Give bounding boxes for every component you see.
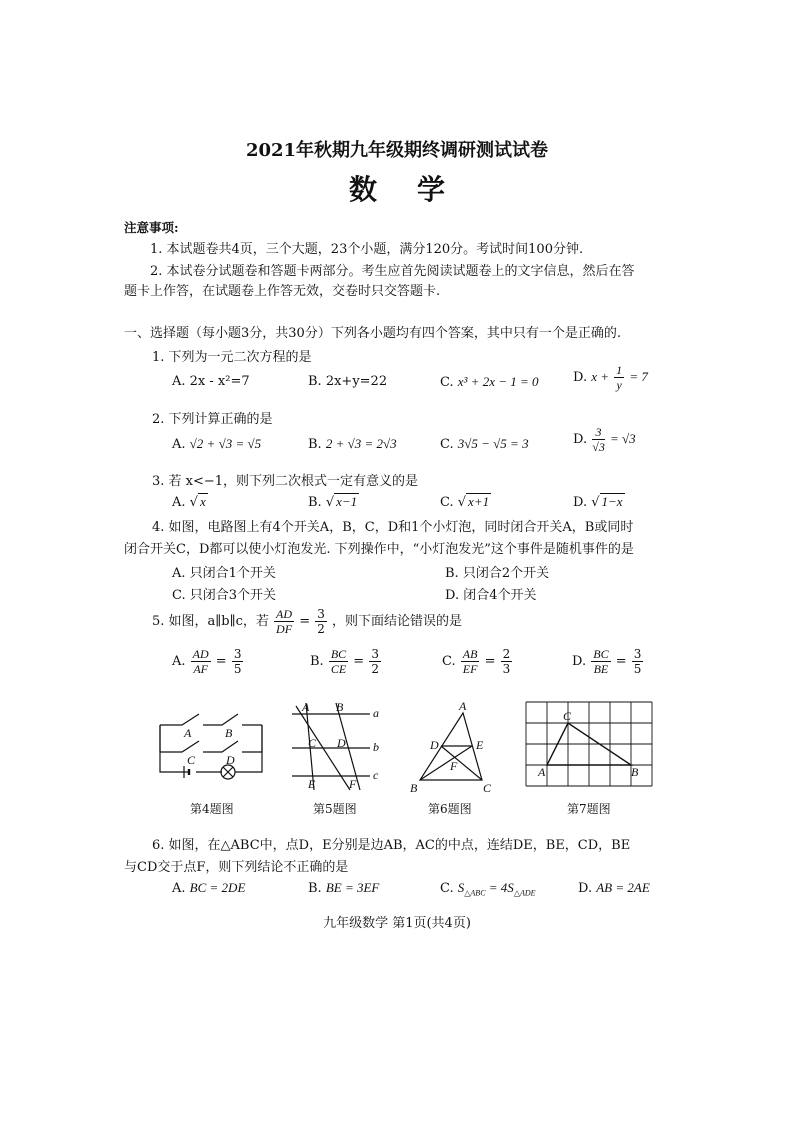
figure-6-triangle bbox=[410, 699, 492, 795]
q4-option-b: B. 只闭合2个开关 bbox=[445, 566, 550, 581]
q2-option-b-label: B. bbox=[308, 437, 322, 452]
q3-option-a: A. √ x bbox=[172, 494, 206, 510]
q3-option-d: D. √ 1−x bbox=[573, 494, 623, 510]
q5-option-b-num: BC bbox=[330, 647, 347, 661]
q3-option-d-label: D. bbox=[573, 495, 588, 510]
q1-option-d-post: = 7 bbox=[629, 369, 648, 384]
q5-option-d: D. $\frac{BC}{BE}$ = $\frac{3}{5}$ bbox=[572, 647, 642, 676]
q3-option-a-math: x bbox=[199, 494, 206, 509]
fig4-label-a: A bbox=[184, 726, 192, 740]
q6-option-b-label: B. bbox=[308, 881, 322, 896]
q5-option-d-den: BE bbox=[593, 662, 609, 676]
q5-option-c-vnum: 2 bbox=[502, 647, 511, 661]
q5-option-b-den: CE bbox=[330, 662, 347, 676]
q4-stem-line2: 闭合开关C，D都可以使小灯泡发光. 下列操作中，“小灯泡发光”这个事件是随机事件的是 bbox=[124, 542, 634, 557]
q3-option-a-label: A. bbox=[172, 495, 186, 510]
q2-option-d-post: = √3 bbox=[609, 431, 636, 446]
q5-option-c-vden: 3 bbox=[502, 662, 511, 676]
q6-option-d-label: D. bbox=[578, 881, 593, 896]
q1-option-c-math: x³ + 2x − 1 = 0 bbox=[457, 374, 539, 389]
fig5-label-line-a: a bbox=[373, 706, 379, 720]
q5-stem-den: DF bbox=[276, 622, 293, 636]
q4-option-a: A. 只闭合1个开关 bbox=[172, 566, 276, 581]
q2-option-d-num: 3 bbox=[592, 426, 605, 440]
q2-option-d-den: √3 bbox=[592, 440, 605, 454]
q2-option-d-label: D. bbox=[573, 432, 588, 447]
notice-heading: 注意事项: bbox=[124, 220, 179, 235]
fig5-label-line-c: c bbox=[373, 768, 379, 782]
q3-option-b-label: B. bbox=[308, 495, 322, 510]
q5-stem-pre: 5. 如图，a∥b∥c，若 bbox=[152, 614, 269, 629]
exam-title: 2021年秋期九年级期终调研测试试卷 bbox=[245, 140, 549, 161]
fig5-label-b-point: B bbox=[336, 700, 344, 714]
q5-stem-eq: = bbox=[299, 614, 311, 629]
q6-option-c-label: C. bbox=[440, 881, 454, 896]
q6-option-a bbox=[172, 880, 245, 896]
q4-option-d: D. 闭合4个开关 bbox=[445, 588, 537, 603]
q5-stem-post: ，则下面结论错误的是 bbox=[332, 614, 463, 629]
q3-option-b-math: x−1 bbox=[336, 494, 358, 509]
fig6-label-e: E bbox=[476, 738, 484, 752]
q5-option-c-den: EF bbox=[462, 662, 478, 676]
q5-option-d-num: BC bbox=[593, 647, 609, 661]
q5-option-d-vden: 5 bbox=[633, 662, 642, 676]
fig6-label-b: B bbox=[410, 781, 418, 795]
q5-option-a-den: AF bbox=[193, 662, 208, 676]
q1-option-d-den: y bbox=[616, 378, 622, 392]
fig5-caption: 第5题图 bbox=[313, 802, 357, 816]
q6-stem-line1: 6. 如图，在△ABC中，点D，E分别是边AB，AC的中点，连结DE，BE，CD，BE bbox=[152, 838, 631, 853]
figure-7-grid bbox=[526, 702, 652, 786]
fig6-label-c: C bbox=[483, 781, 492, 795]
q1-option-d-label: D. bbox=[573, 370, 588, 385]
notice-item-2a: 2. 本试卷分试题卷和答题卡两部分。考生应首先阅读试题卷上的文字信息，然后在答 bbox=[150, 264, 635, 279]
fig7-label-c: C bbox=[563, 709, 572, 723]
q1-option-d-num: 1 bbox=[616, 363, 623, 377]
fig5-label-c-point: C bbox=[308, 736, 317, 750]
q5-stem-vden: 2 bbox=[317, 622, 325, 636]
fig7-caption: 第7题图 bbox=[567, 802, 611, 816]
q5-option-d-label: D. bbox=[572, 654, 587, 669]
q1-option-d-pre: x + bbox=[591, 369, 610, 384]
q5-option-a-label: A. bbox=[172, 654, 186, 669]
fig7-label-a: A bbox=[538, 765, 546, 779]
q6-option-d bbox=[578, 880, 650, 896]
q5-stem-vnum: 3 bbox=[317, 607, 325, 621]
q2-option-c-label: C. bbox=[440, 437, 454, 452]
q5-option-a-vnum: 3 bbox=[233, 647, 242, 661]
fig4-label-c: C bbox=[187, 753, 196, 767]
q6-option-b bbox=[308, 880, 379, 896]
notice-item-2b: 题卡上作答，在试题卷上作答无效，交卷时只交答题卡. bbox=[124, 284, 441, 299]
q3-option-c-math: x+1 bbox=[468, 494, 490, 509]
q2-option-a-label: A. bbox=[172, 437, 186, 452]
figure-5-parallel-lines bbox=[292, 700, 379, 791]
q2-option-c-math: 3√5 − √5 = 3 bbox=[457, 436, 529, 451]
q6-option-a-math: BC = 2DE bbox=[189, 880, 246, 895]
q5-option-b-vnum: 3 bbox=[371, 647, 379, 661]
q6-stem-line2: 与CD交于点F，则下列结论不正确的是 bbox=[124, 860, 349, 875]
page-footer: 九年级数学 第1页(共4页) bbox=[323, 916, 471, 931]
subject-title: 数学 bbox=[348, 173, 485, 206]
figure-4-circuit bbox=[160, 714, 262, 779]
fig5-label-d-point: D bbox=[337, 736, 346, 750]
q5-option-c: C. $\frac{AB}{EF}$ = $\frac{2}{3}$ bbox=[442, 647, 511, 676]
q6-option-a-label: A. bbox=[172, 881, 186, 896]
fig6-label-d: D bbox=[430, 738, 439, 752]
fig4-caption: 第4题图 bbox=[190, 802, 234, 816]
q6-option-d-math: AB = 2AE bbox=[596, 880, 650, 895]
q5-option-a-vden: 5 bbox=[233, 662, 242, 676]
fig4-label-b: B bbox=[225, 726, 233, 740]
q1-stem: 1. 下列为一元二次方程的是 bbox=[152, 350, 312, 365]
q5-stem-num: AD bbox=[276, 607, 293, 621]
q5-option-c-num: AB bbox=[462, 647, 478, 661]
q5-option-d-vnum: 3 bbox=[633, 647, 642, 661]
q6-option-c-sub2: △ADE bbox=[513, 888, 536, 898]
q5-option-c-label: C. bbox=[442, 654, 456, 669]
q5-option-a: A. $\frac{AD}{AF}$ = $\frac{3}{5}$ bbox=[172, 647, 242, 676]
q6-option-b-math: BE = 3EF bbox=[325, 880, 380, 895]
fig4-label-d: D bbox=[226, 753, 235, 767]
fig7-label-b: B bbox=[631, 765, 639, 779]
section-1-heading: 一、选择题（每小题3分，共30分）下列各小题均有四个答案，其中只有一个是正确的. bbox=[124, 326, 621, 341]
q1-option-b: B. 2x+y=22 bbox=[308, 374, 388, 389]
q5-option-b: B. $\frac{BC}{CE}$ = $\frac{3}{2}$ bbox=[310, 647, 379, 676]
q1-option-a: A. 2x - x²=7 bbox=[172, 374, 250, 389]
q2-option-b-math: 2 + √3 = 2√3 bbox=[325, 436, 397, 451]
q4-stem-line1: 4. 如图，电路图上有4个开关A，B，C，D和1个小灯泡，同时闭合开关A，B或同时 bbox=[152, 520, 634, 535]
q6-option-c-mid: = 4S bbox=[485, 880, 514, 895]
q2-stem: 2. 下列计算正确的是 bbox=[152, 412, 273, 427]
fig6-label-f: F bbox=[450, 759, 458, 773]
q6-option-c-sub1: △ABC bbox=[464, 888, 486, 898]
q6-option-c-s1: S bbox=[457, 880, 465, 895]
notice-item-1: 1. 本试题卷共4页，三个大题，23个小题，满分120分。考试时间100分钟. bbox=[150, 242, 584, 257]
q2-option-a-math: √2 + √3 = √5 bbox=[189, 436, 262, 451]
fig5-label-e-point: E bbox=[308, 777, 316, 791]
q3-option-c: C. √ x+1 bbox=[440, 494, 490, 510]
q4-option-c: C. 只闭合3个开关 bbox=[172, 588, 277, 603]
q3-stem: 3. 若 x<−1，则下列二次根式一定有意义的是 bbox=[152, 474, 419, 489]
fig5-label-f-point: F bbox=[349, 777, 357, 791]
q3-option-b: B. √ x−1 bbox=[308, 494, 358, 510]
fig5-label-line-b: b bbox=[373, 740, 379, 754]
q3-option-d-math: 1−x bbox=[601, 494, 623, 509]
q3-option-c-label: C. bbox=[440, 495, 454, 510]
fig5-label-a-point: A bbox=[302, 700, 310, 714]
fig6-label-a: A bbox=[459, 699, 467, 713]
q5-option-b-vden: 2 bbox=[371, 662, 379, 676]
q5-option-b-label: B. bbox=[310, 654, 324, 669]
q1-option-c-label: C. bbox=[440, 375, 454, 390]
q5-option-a-num: AD bbox=[192, 647, 209, 661]
q6-option-c bbox=[440, 880, 536, 898]
fig6-caption: 第6题图 bbox=[428, 802, 472, 816]
